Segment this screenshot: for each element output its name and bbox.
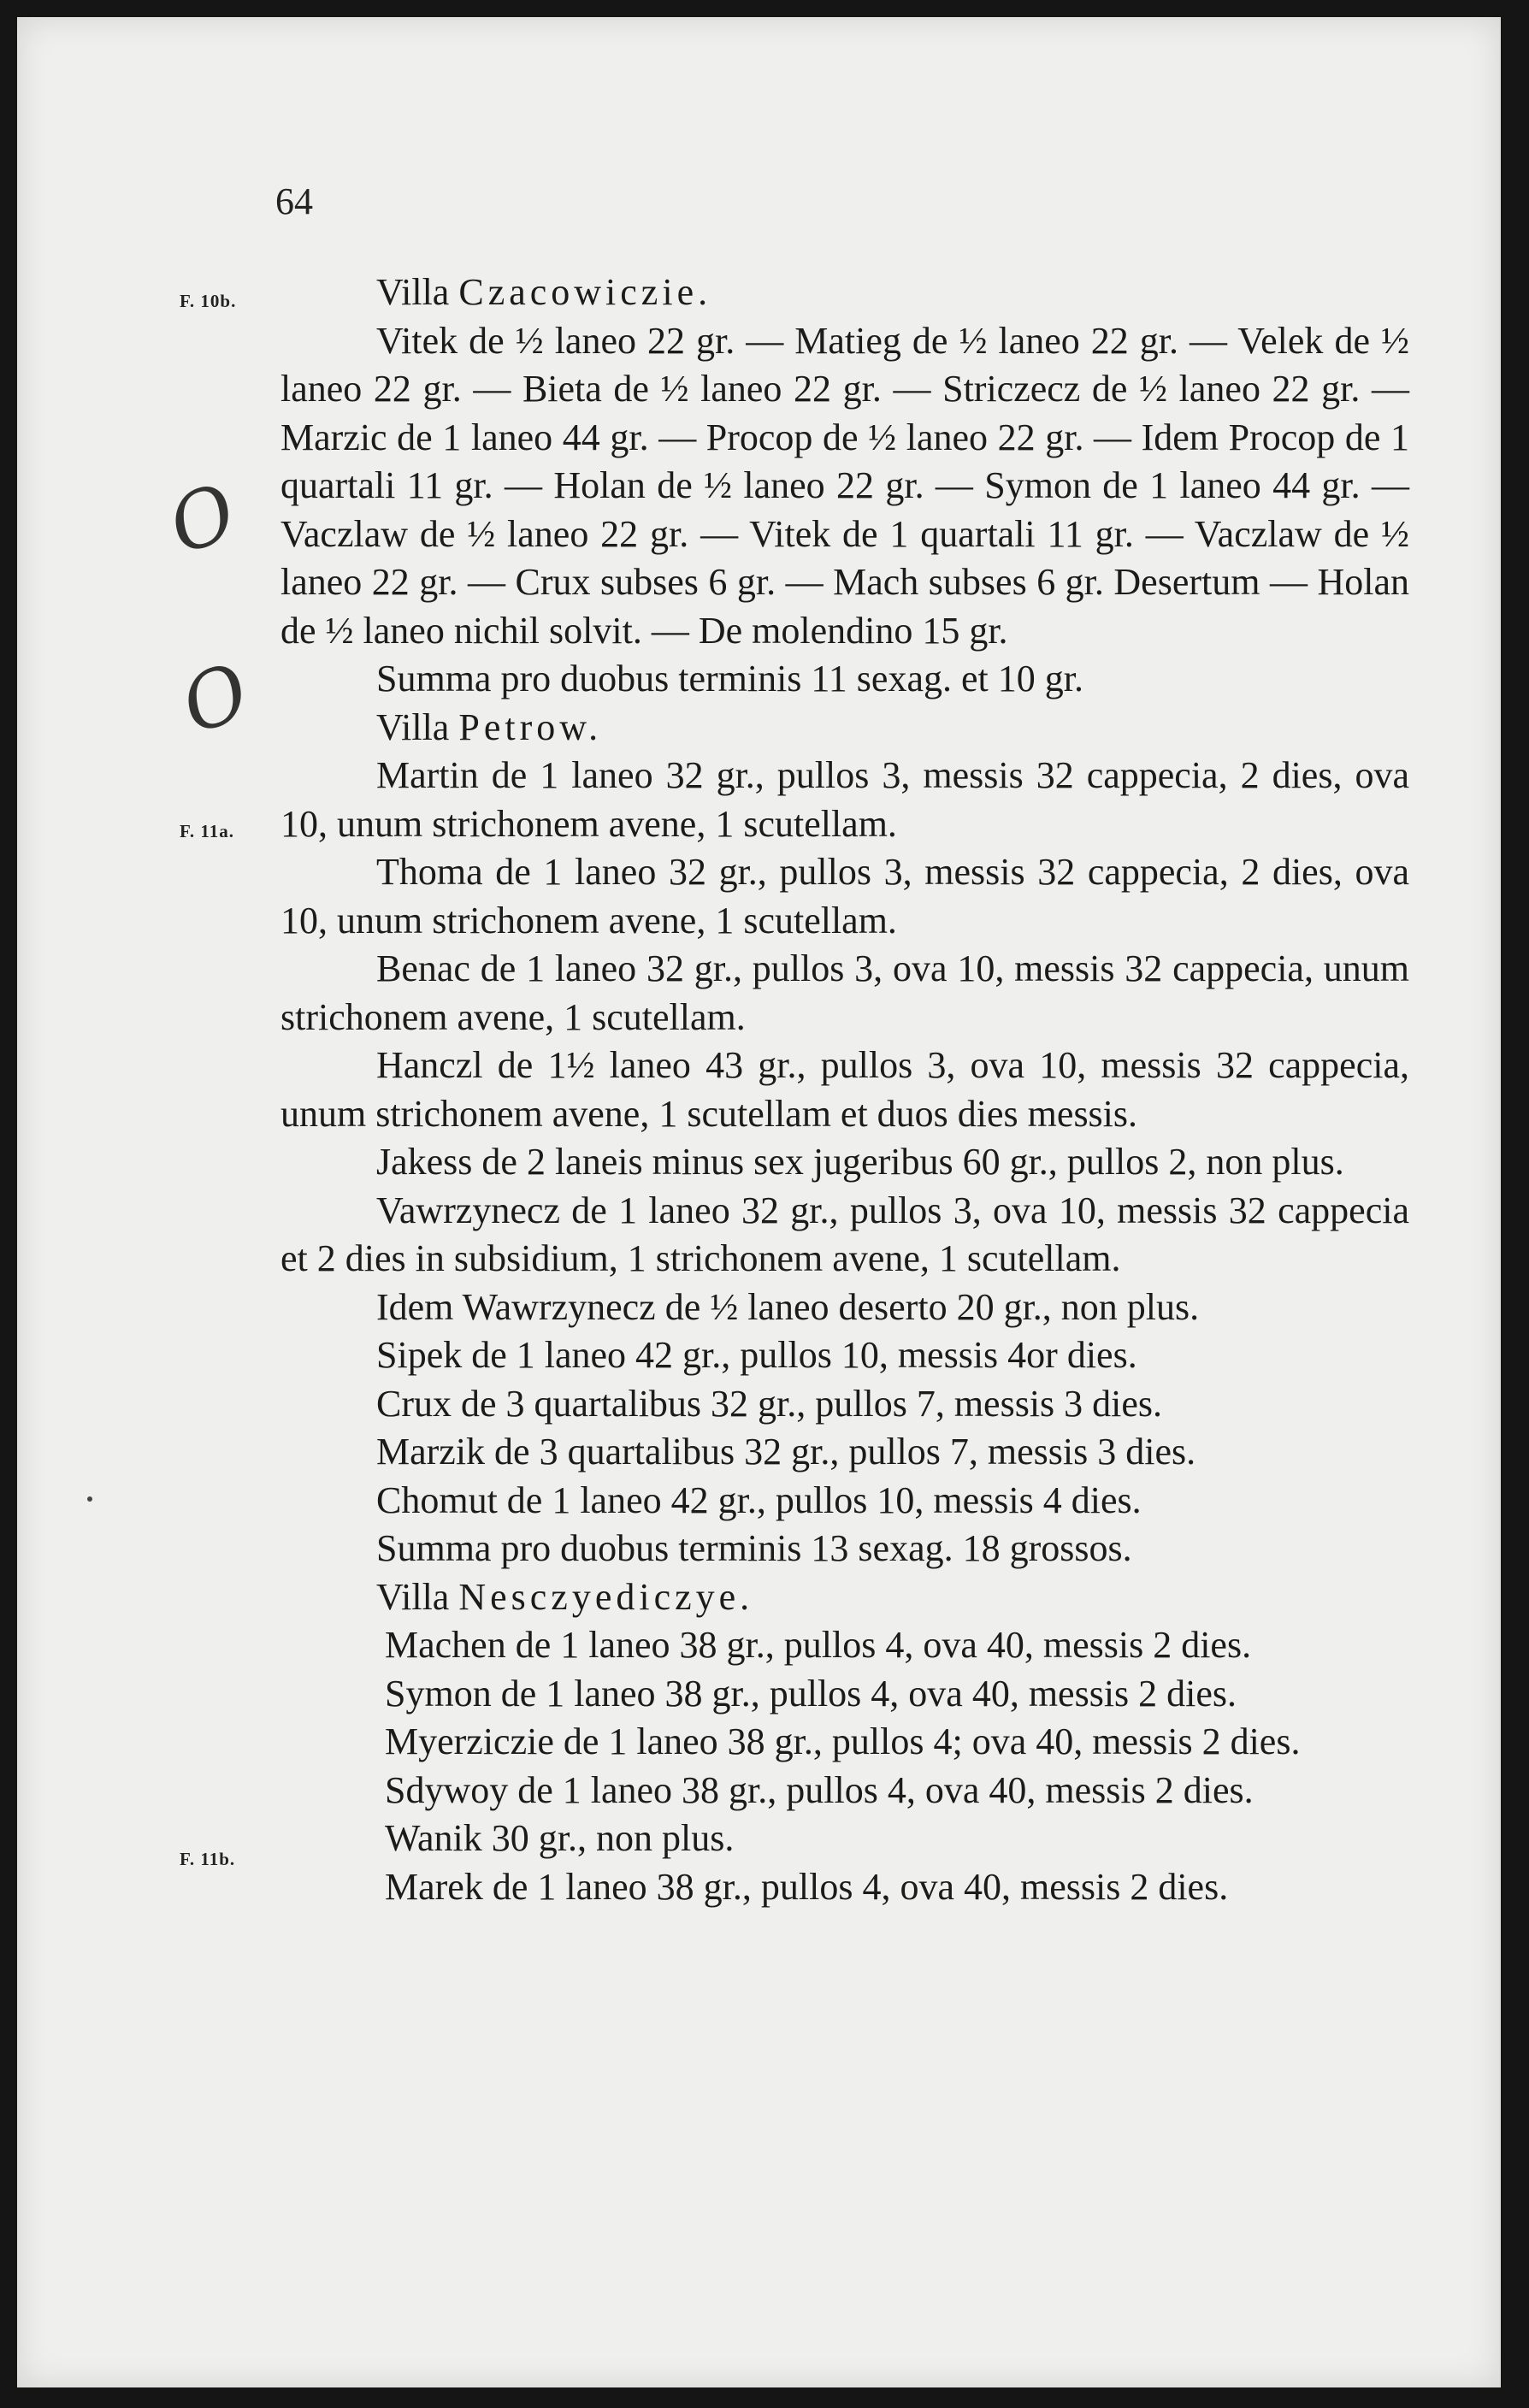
entry-wanik: Wanik 30 gr., non plus. — [385, 1817, 735, 1859]
entry-martin: Martin de 1 laneo 32 gr., pullos 3, messis 32 cappecia, 2 dies, ova 10, unum strichonem avene, 1 scutellam. — [280, 754, 1409, 845]
entry-myerziczie: Myerziczie de 1 laneo 38 gr., pullos 4; ova 40, messis 2 dies. — [385, 1720, 1301, 1762]
entry-sdywoy: Sdywoy de 1 laneo 38 gr., pullos 4, ova 40, messis 2 dies. — [385, 1768, 1254, 1811]
folio-ref-10b: F. 10b. — [180, 291, 237, 311]
body-text — [280, 269, 1409, 1911]
villa-heading-petrow: Villa Petrow. — [376, 705, 603, 748]
entry-chomut: Chomut de 1 laneo 42 gr., pullos 10, messis 4 dies. — [376, 1478, 1142, 1521]
page-sheet — [17, 17, 1501, 2387]
entry-symon: Symon de 1 laneo 38 gr., pullos 4, ova 40, messis 2 dies. — [385, 1672, 1237, 1715]
margin-mark-circle: O — [170, 646, 261, 752]
villa-heading-czacowiczie: Villa Czacowiczie. — [376, 271, 712, 313]
page-number: 64 — [275, 180, 313, 222]
margin-mark-circle: O — [157, 466, 248, 573]
entry-sipek: Sipek de 1 laneo 42 gr., pullos 10, messis 4or dies. — [376, 1334, 1137, 1376]
summa-czacowiczie: Summa pro duobus terminis 11 sexag. et 10 gr. — [376, 658, 1083, 699]
margin-dot — [87, 1496, 92, 1502]
entry-vawrzynecz: Vawrzynecz de 1 laneo 32 gr., pullos 3, ova 10, messis 32 cappecia et 2 dies in subsidium, 1 strichonem avene, 1 scutellam. — [280, 1189, 1409, 1279]
folio-ref-11a: F. 11a. — [180, 821, 234, 841]
entry-marek: Marek de 1 laneo 38 gr., pullos 4, ova 40, messis 2 dies. — [385, 1865, 1229, 1908]
entry-hanczl: Hanczl de 1½ laneo 43 gr., pullos 3, ova 10, messis 32 cappecia, unum strichonem avene, 1 scutellam et duos dies messis. — [280, 1044, 1409, 1135]
entry-marzik: Marzik de 3 quartalibus 32 gr., pullos 7, messis 3 dies. — [376, 1431, 1196, 1473]
entry-benac: Benac de 1 laneo 32 gr., pullos 3, ova 10, messis 32 cappecia, unum strichonem avene, 1 scutellam. — [280, 947, 1409, 1038]
entry-crux: Crux de 3 quartalibus 32 gr., pullos 7, messis 3 dies. — [376, 1382, 1163, 1425]
entry-machen: Machen de 1 laneo 38 gr., pullos 4, ova 40, messis 2 dies. — [385, 1624, 1252, 1666]
folio-ref-11b: F. 11b. — [180, 1849, 236, 1869]
entry-thoma: Thoma de 1 laneo 32 gr., pullos 3, messis 32 cappecia, 2 dies, ova 10, unum strichonem avene, 1 scutellam. — [280, 851, 1409, 941]
entries-czacowiczie: Vitek de ½ laneo 22 gr. — Matieg de ½ laneo 22 gr. — Velek de ½ laneo 22 gr. — Bieta de ½ laneo 22 gr. — Striczecz de ½ laneo 22 gr. — Marzic de 1 laneo 44 gr. — Procop de ½ laneo 22 gr. — Idem Procop de 1 quartali 11 gr. — Holan de ½ laneo 22 gr. — Symon de 1 laneo 44 gr. — Vaczlaw de ½ laneo 22 gr. — Vitek de 1 quartali 11 gr. — Vaczlaw de ½ laneo 22 gr. — Crux subses 6 gr. — Mach subses 6 gr. Desertum — Holan de ½ laneo nichil solvit. — De molendino 15 gr. — [280, 319, 1409, 652]
entry-idem-wawrzynecz: Idem Wawrzynecz de ½ laneo deserto 20 gr., non plus. — [376, 1285, 1200, 1328]
villa-heading-nesczyediczye: Villa Nesczyediczye. — [376, 1575, 754, 1618]
summa-petrow: Summa pro duobus terminis 13 sexag. 18 grossos. — [376, 1527, 1132, 1569]
entry-jakess: Jakess de 2 laneis minus sex jugeribus 60 gr., pullos 2, non plus. — [376, 1141, 1344, 1183]
